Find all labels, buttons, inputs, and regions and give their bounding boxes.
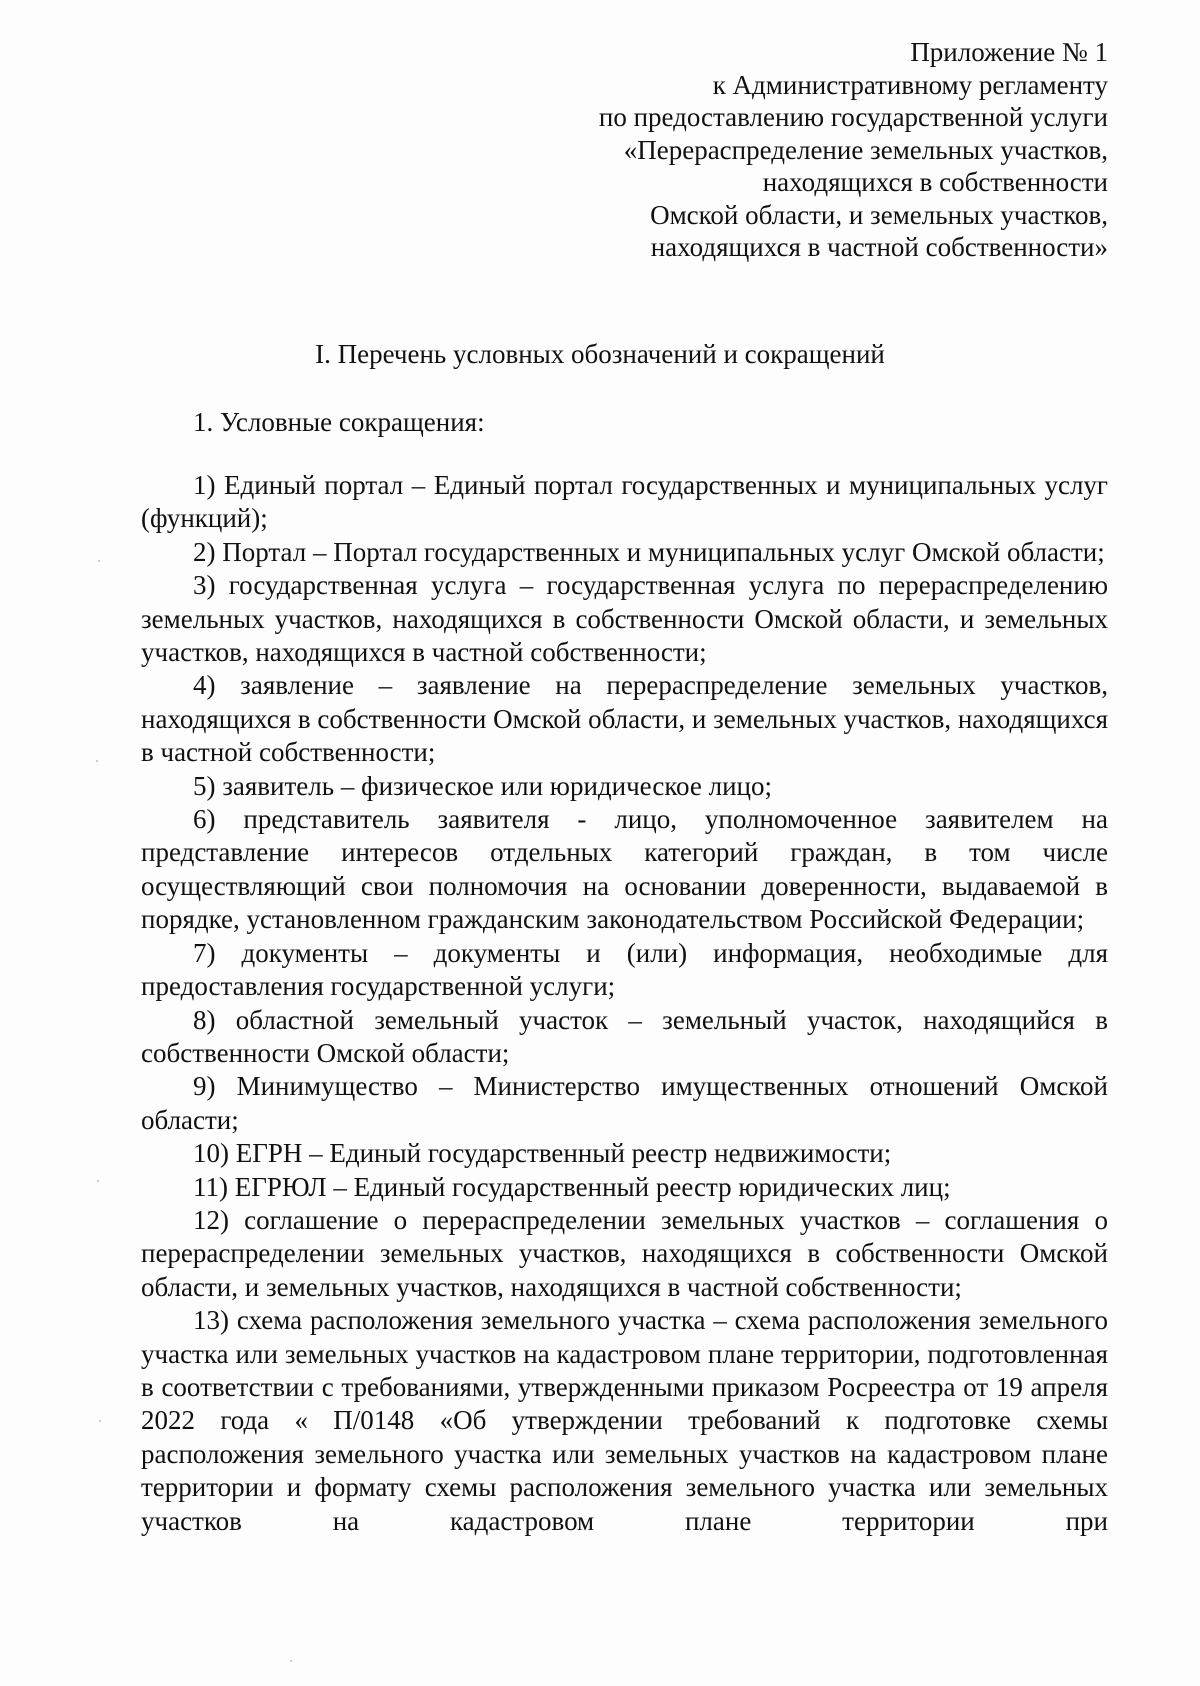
list-item: 9) Минимущество – Министерство имущественных отношений Омской области;: [141, 1071, 1108, 1135]
list-item: 6) представитель заявителя - лицо, уполномоченное заявителем на представление интересов отдельных категорий граждан, в том числе осуществляющий свои полномочия на основании доверенности, выдаваемой в порядке, установленном гражданским законодательством Российской Федерации;: [141, 804, 1108, 935]
list-item: 7) документы – документы и (или) информация, необходимые для предоставления государственной услуги;: [141, 937, 1108, 1002]
scan-speck: [290, 1660, 292, 1662]
list-item: 11) ЕГРЮЛ – Единый государственный реестр юридических лиц;: [193, 1171, 951, 1202]
annex-line: «Перераспределение земельных участков,: [623, 134, 1108, 165]
scan-speck: [98, 560, 100, 562]
annex-header: [388, 36, 1108, 264]
list-item: 1) Единый портал – Единый портал государственных и муниципальных услуг (функций);: [141, 470, 1108, 534]
list-item: 12) соглашение о перераспределении земельных участков – соглашения о перераспределении земельных участков, находящихся в собственности Омской области, и земельных участков, находящихся в частной собственности;: [141, 1204, 1108, 1302]
scan-speck: [99, 1420, 101, 1422]
list-item: 2) Портал – Портал государственных и муниципальных услуг Омской области;: [193, 536, 1105, 567]
annex-line: Омской области, и земельных участков,: [650, 199, 1108, 230]
list-item: 4) заявление – заявление на перераспределение земельных участков, находящихся в собственности Омской области, и земельных участков, находящихся в частной собственности;: [141, 670, 1108, 768]
annex-line: Приложение № 1: [910, 37, 1108, 67]
list-item: 13) схема расположения земельного участка – схема расположения земельного участка или земельных участков на кадастровом плане территории, подготовленная в соответствии с требованиями, утвержденными приказом Росреестра от 19 апреля 2022 года « П/0148 «Об утверждении требований к подготовке схемы расположения земельного участка или земельных участков на кадастровом плане территории и формату схемы расположения земельного участка или земельных участков на кадастровом плане территории при: [141, 1305, 1108, 1536]
list-item: 8) областной земельный участок – земельный участок, находящийся в собственности Омской области;: [141, 1004, 1108, 1068]
annex-line: по предоставлению государственной услуги: [598, 102, 1108, 132]
list-item: 5) заявитель – физическое или юридическое лицо;: [193, 770, 772, 801]
annex-line: находящихся в частной собственности»: [650, 232, 1108, 262]
annex-line: к Административному регламенту: [712, 69, 1108, 100]
list-item: 10) ЕГРН – Единый государственный реестр недвижимости;: [193, 1138, 892, 1169]
list-item: 3) государственная услуга – государственная услуга по перераспределению земельных участков, находящихся в собственности Омской области, и земельных участков, находящихся в частной собственности;: [141, 570, 1108, 668]
section-title: I. Перечень условных обозначений и сокращений: [315, 339, 885, 369]
annex-line: находящихся в собственности: [762, 167, 1108, 197]
section-subtitle: 1. Условные сокращения:: [193, 407, 485, 437]
scan-speck: [96, 760, 98, 762]
scan-speck: [97, 1180, 99, 1182]
abbreviations-list: [141, 469, 1108, 1538]
